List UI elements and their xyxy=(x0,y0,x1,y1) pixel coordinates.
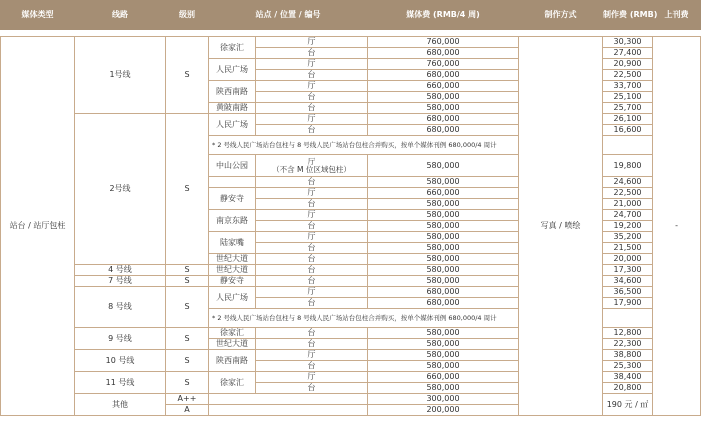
production-fee-cell: 17,300 xyxy=(603,265,653,276)
production-fee-cell: 30,300 xyxy=(603,37,653,48)
media-fee-cell: 200,000 xyxy=(368,405,519,416)
level-cell: S xyxy=(166,265,209,276)
position-cell: 台 xyxy=(256,92,368,103)
position-cell: 台 xyxy=(256,383,368,394)
position-cell: 台 xyxy=(256,328,368,339)
position-cell: 台 xyxy=(256,221,368,232)
production-fee-cell: 20,800 xyxy=(603,383,653,394)
media-fee-cell: 580,000 xyxy=(368,243,519,254)
line-cell: 2号线 xyxy=(75,114,166,265)
media-fee-cell: 300,000 xyxy=(368,394,519,405)
station-cell: 徐家汇 xyxy=(209,372,256,394)
station-cell: 陕西南路 xyxy=(209,81,256,103)
station-cell: 人民广场 xyxy=(209,59,256,81)
position-cell: 台 xyxy=(256,339,368,350)
position-cell: 厅 xyxy=(256,287,368,298)
position-cell: 厅 xyxy=(256,59,368,70)
posting-fee-cell: - xyxy=(653,37,701,416)
station-cell: 人民广场 xyxy=(209,287,256,309)
production-fee-cell: 21,000 xyxy=(603,199,653,210)
station-cell: 徐家汇 xyxy=(209,328,256,339)
media-fee-cell: 680,000 xyxy=(368,70,519,81)
production-fee-cell: 24,700 xyxy=(603,210,653,221)
header-level: 级别 xyxy=(166,1,209,30)
media-fee-cell: 580,000 xyxy=(368,339,519,350)
position-cell: 台 xyxy=(256,70,368,81)
media-fee-cell: 580,000 xyxy=(368,350,519,361)
production-fee-cell: 25,300 xyxy=(603,361,653,372)
position-cell: 台 xyxy=(256,48,368,59)
production-fee-cell: 12,800 xyxy=(603,328,653,339)
media-fee-cell: 660,000 xyxy=(368,372,519,383)
position-cell: 厅 xyxy=(256,350,368,361)
line-cell: 8 号线 xyxy=(75,287,166,328)
production-fee-cell: 17,900 xyxy=(603,298,653,309)
position-cell: 厅 xyxy=(256,188,368,199)
media-fee-cell: 580,000 xyxy=(368,177,519,188)
production-fee-cell: 20,900 xyxy=(603,59,653,70)
header-media-type: 媒体类型 xyxy=(1,1,75,30)
header-media-fee: 媒体费 (RMB/4 周) xyxy=(368,1,519,30)
production-fee-cell: 26,100 xyxy=(603,114,653,125)
media-type-cell: 站台 / 站厅包柱 xyxy=(1,37,75,416)
position-cell: 台 xyxy=(256,177,368,188)
media-fee-cell: 580,000 xyxy=(368,232,519,243)
media-fee-cell: 680,000 xyxy=(368,48,519,59)
level-cell: S xyxy=(166,350,209,372)
production-fee-cell: 34,600 xyxy=(603,276,653,287)
media-fee-cell: 680,000 xyxy=(368,298,519,309)
station-cell: 世纪大道 xyxy=(209,265,256,276)
station-cell: 世纪大道 xyxy=(209,254,256,265)
position-cell: 厅 xyxy=(256,232,368,243)
line-cell: 1号线 xyxy=(75,37,166,114)
media-fee-cell: 660,000 xyxy=(368,81,519,92)
level-cell: S xyxy=(166,114,209,265)
station-cell: 静安寺 xyxy=(209,276,256,287)
media-fee-cell: 580,000 xyxy=(368,276,519,287)
line-cell: 7 号线 xyxy=(75,276,166,287)
station-cell: 陕西南路 xyxy=(209,350,256,372)
station-cell: 世纪大道 xyxy=(209,339,256,350)
header-production-method: 制作方式 xyxy=(519,1,603,30)
line-cell: 11 号线 xyxy=(75,372,166,394)
production-fee-cell: 22,300 xyxy=(603,339,653,350)
production-fee-cell: 20,000 xyxy=(603,254,653,265)
position-cell: 台 xyxy=(256,265,368,276)
line-cell: 10 号线 xyxy=(75,350,166,372)
media-fee-cell: 760,000 xyxy=(368,37,519,48)
position-cell: 厅 xyxy=(256,81,368,92)
position-cell: 台 xyxy=(256,254,368,265)
position-cell: 厅 （不含 M 位区域包柱） xyxy=(256,155,368,177)
position-cell: 台 xyxy=(256,199,368,210)
position-cell: 厅 xyxy=(256,210,368,221)
level-cell: A xyxy=(166,405,209,416)
table-row xyxy=(1,37,701,48)
media-fee-cell: 680,000 xyxy=(368,114,519,125)
level-cell: S xyxy=(166,372,209,394)
level-cell: S xyxy=(166,37,209,114)
production-fee-cell: 16,600 xyxy=(603,125,653,136)
media-fee-cell: 580,000 xyxy=(368,199,519,210)
production-fee-cell: 36,500 xyxy=(603,287,653,298)
footnote: * 2 号线人民广场站台包柱与 8 号线人民广场站台包柱合并购买，按单个媒体刊例 680,000/4 周计 xyxy=(209,309,519,328)
header-station: 站点 / 位置 / 编号 xyxy=(209,1,368,30)
station-cell: 人民广场 xyxy=(209,114,256,136)
production-fee-cell: 25,100 xyxy=(603,92,653,103)
production-fee-cell: 38,400 xyxy=(603,372,653,383)
media-fee-cell: 580,000 xyxy=(368,92,519,103)
station-cell: 中山公园 xyxy=(209,155,256,177)
position-cell: 台 xyxy=(256,125,368,136)
header-production-fee: 制作费 (RMB) xyxy=(603,1,653,30)
position-cell: 台 xyxy=(256,276,368,287)
production-fee-cell: 21,500 xyxy=(603,243,653,254)
production-fee-cell: 22,500 xyxy=(603,70,653,81)
production-fee-cell: 27,400 xyxy=(603,48,653,59)
header-line: 线路 xyxy=(75,1,166,30)
production-fee-cell: 190 元 / ㎡ xyxy=(603,394,653,416)
position-cell: 台 xyxy=(256,103,368,114)
station-cell: 黄陂南路 xyxy=(209,103,256,114)
station-cell: 静安寺 xyxy=(209,188,256,210)
production-fee-cell: 33,700 xyxy=(603,81,653,92)
media-fee-cell: 580,000 xyxy=(368,103,519,114)
media-fee-cell: 760,000 xyxy=(368,59,519,70)
production-method-cell: 写真 / 喷绘 xyxy=(519,37,603,416)
footnote: * 2 号线人民广场站台包柱与 8 号线人民广场站台包柱合并购买，按单个媒体刊例 680,000/4 周计 xyxy=(209,136,519,155)
media-fee-cell: 580,000 xyxy=(368,328,519,339)
station-cell: 南京东路 xyxy=(209,210,256,232)
production-fee-cell: 19,200 xyxy=(603,221,653,232)
position-cell: 台 xyxy=(256,361,368,372)
media-fee-cell: 580,000 xyxy=(368,265,519,276)
position-cell: 台 xyxy=(256,243,368,254)
media-fee-cell: 660,000 xyxy=(368,188,519,199)
media-fee-cell: 680,000 xyxy=(368,125,519,136)
line-cell: 4 号线 xyxy=(75,265,166,276)
production-fee-cell: 22,500 xyxy=(603,188,653,199)
station-cell: 徐家汇 xyxy=(209,37,256,59)
table-header-row xyxy=(1,1,701,30)
header-posting-fee: 上刊费 xyxy=(653,1,701,30)
media-fee-cell: 580,000 xyxy=(368,254,519,265)
level-cell: S xyxy=(166,328,209,350)
media-fee-cell: 580,000 xyxy=(368,155,519,177)
production-fee-cell: 38,800 xyxy=(603,350,653,361)
media-fee-cell: 580,000 xyxy=(368,383,519,394)
production-fee-cell: 19,800 xyxy=(603,155,653,177)
level-cell: A++ xyxy=(166,394,209,405)
level-cell: S xyxy=(166,276,209,287)
line-cell: 其他 xyxy=(75,394,166,416)
position-cell: 厅 xyxy=(256,372,368,383)
media-fee-cell: 580,000 xyxy=(368,361,519,372)
production-fee-cell: 24,600 xyxy=(603,177,653,188)
position-cell: 厅 xyxy=(256,114,368,125)
level-cell: S xyxy=(166,287,209,328)
position-cell: 厅 xyxy=(256,37,368,48)
media-fee-cell: 580,000 xyxy=(368,221,519,232)
station-cell: 陆家嘴 xyxy=(209,232,256,254)
media-fee-cell: 680,000 xyxy=(368,287,519,298)
media-fee-cell: 580,000 xyxy=(368,210,519,221)
position-cell: 台 xyxy=(256,298,368,309)
production-fee-cell: 35,200 xyxy=(603,232,653,243)
line-cell: 9 号线 xyxy=(75,328,166,350)
production-fee-cell: 25,700 xyxy=(603,103,653,114)
